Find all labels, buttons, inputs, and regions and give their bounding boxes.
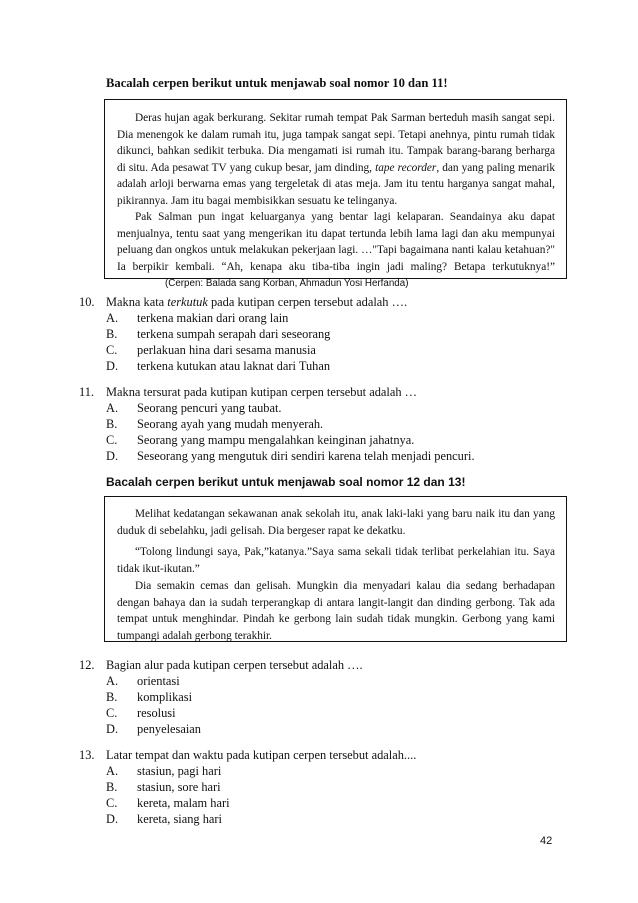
passage2-text-p3: Dia semakin cemas dan gelisah. Mungkin dia menyadari kalau dia sedang berhadapan dengan bahaya dan ia sudah terperangkap di antara langit-langit dan dinding gerbong. Tak ada tempat untuk menghindar. Pindah ke gerbong lain sudah tidak mungkin. Gerbong yang kami tumpangi adalah gerbong terakhir. bbox=[117, 580, 555, 642]
passage2-text-p2: “Tolong lindungi saya, Pak,”katanya.”Saya sama sekali tidak terlibat perkelahian itu. Saya tidak ikut-ikutan.” bbox=[117, 546, 555, 575]
q13-option-a-letter: A. bbox=[106, 764, 119, 778]
q10-text-b: pada kutipan cerpen tersebut adalah …. bbox=[207, 295, 408, 309]
q11-number: 11. bbox=[79, 385, 95, 399]
passage1-paragraph-2 bbox=[117, 209, 555, 293]
q12-option-a[interactable]: orientasi bbox=[137, 674, 180, 688]
q13-option-d[interactable]: kereta, siang hari bbox=[137, 812, 222, 826]
q12-option-b[interactable]: komplikasi bbox=[137, 690, 193, 704]
q11-option-b-letter: B. bbox=[106, 417, 118, 431]
q11-question: Makna tersurat pada kutipan kutipan cerpen tersebut adalah … bbox=[106, 385, 418, 399]
q12-number: 12. bbox=[79, 658, 95, 672]
q13-option-a[interactable]: stasiun, pagi hari bbox=[137, 764, 222, 778]
q11-option-d[interactable]: Seseorang yang mengutuk diri sendiri karena telah menjadi pencuri. bbox=[137, 449, 475, 463]
q10-question bbox=[106, 295, 407, 310]
passage1-text-a: Deras hujan agak berkurang. Sekitar rumah tempat Pak Sarman berteduh masih sangat sepi. Dia menengok ke dalam rumah itu, juga tampak sangat sepi. Tetapi anehnya, pintu rumah tidak dikunci, bahkan sedikit terbuka. Dia mengamati isi rumah itu. Tampak barang-barang berharga di situ. Ada pesawat TV yang cukup besar, jam dinding, bbox=[117, 112, 555, 174]
instruction-12-13: Bacalah cerpen berikut untuk menjawab soal nomor 12 dan 13! bbox=[106, 475, 466, 489]
q10-option-a[interactable]: terkena makian dari orang lain bbox=[137, 311, 289, 325]
instruction-10-11: Bacalah cerpen berikut untuk menjawab soal nomor 10 dan 11! bbox=[106, 76, 448, 90]
q13-option-d-letter: D. bbox=[106, 812, 119, 826]
q11-option-b[interactable]: Seorang ayah yang mudah menyerah. bbox=[137, 417, 324, 431]
passage1-paragraph-1 bbox=[117, 110, 555, 210]
page-number: 42 bbox=[540, 835, 553, 847]
q11-option-a-letter: A. bbox=[106, 401, 119, 415]
q10-option-b[interactable]: terkena sumpah serapah dari seseorang bbox=[137, 327, 331, 341]
q12-option-a-letter: A. bbox=[106, 674, 119, 688]
q10-option-c[interactable]: perlakuan hina dari sesama manusia bbox=[137, 343, 316, 357]
passage1-text-b: , dan yang paling menarik adalah arloji berwarna emas yang tergeletak di atas meja. Jam itu tentu harganya sangat mahal, pikirannya. Jam itu bagai membisikkan sesuatu ke telinganya. bbox=[117, 161, 555, 207]
q10-option-b-letter: B. bbox=[106, 327, 118, 341]
passage1-source: (Cerpen: Balada sang Korban, Ahmadun Yosi Herfanda) bbox=[165, 278, 409, 290]
q11-option-a[interactable]: Seorang pencuri yang taubat. bbox=[137, 401, 282, 415]
q13-option-b-letter: B. bbox=[106, 780, 118, 794]
q10-text-a: Makna kata bbox=[106, 295, 168, 309]
q12-option-b-letter: B. bbox=[106, 690, 118, 704]
passage1-italic-term: tape recorder bbox=[375, 161, 437, 174]
q12-question: Bagian alur pada kutipan cerpen tersebut adalah …. bbox=[106, 658, 363, 672]
q10-option-a-letter: A. bbox=[106, 311, 119, 325]
passage2-paragraph-1 bbox=[117, 506, 555, 539]
q11-option-c[interactable]: Seorang yang mampu mengalahkan keinginan jahatnya. bbox=[137, 433, 415, 447]
q10-option-d[interactable]: terkena kutukan atau laknat dari Tuhan bbox=[137, 359, 331, 373]
q12-option-d[interactable]: penyelesaian bbox=[137, 722, 201, 736]
passage-box-1 bbox=[104, 99, 567, 290]
q12-option-c[interactable]: resolusi bbox=[137, 706, 176, 720]
passage2-paragraph-2 bbox=[117, 544, 555, 577]
q13-option-b[interactable]: stasiun, sore hari bbox=[137, 780, 221, 794]
passage1-text-p2: Pak Salman pun ingat keluarganya yang bentar lagi kelaparan. Seandainya aku dapat menjualnya, tentu saat yang mengerikan itu dapat tertunda lebih lama lagi dan aku mempunyai peluang dan ongkos untuk melakukan pekerjaan lagi. …"Tapi bagaimana nanti kalau ketahuan?" Ia berpikir kembali. “Ah, kenapa aku tiba-tiba ingin jadi maling? Betapa terkutuknya!” bbox=[117, 211, 555, 273]
q13-option-c[interactable]: kereta, malam hari bbox=[137, 796, 230, 810]
q12-option-c-letter: C. bbox=[106, 706, 118, 720]
q12-option-d-letter: D. bbox=[106, 722, 119, 736]
passage-box-2 bbox=[104, 496, 567, 642]
passage2-paragraph-3 bbox=[117, 578, 555, 644]
q13-question: Latar tempat dan waktu pada kutipan cerpen tersebut adalah.... bbox=[106, 748, 417, 762]
q13-option-c-letter: C. bbox=[106, 796, 118, 810]
q10-option-c-letter: C. bbox=[106, 343, 118, 357]
q10-option-d-letter: D. bbox=[106, 359, 119, 373]
q10-number: 10. bbox=[79, 295, 95, 309]
q11-option-c-letter: C. bbox=[106, 433, 118, 447]
q13-number: 13. bbox=[79, 748, 95, 762]
q11-option-d-letter: D. bbox=[106, 449, 119, 463]
q10-italic-word: terkutuk bbox=[167, 295, 208, 309]
passage2-text-p1: Melihat kedatangan sekawanan anak sekolah itu, anak laki-laki yang baru naik itu dan yang duduk di sebelahku, jadi gelisah. Dia bergeser rapat ke dekatku. bbox=[117, 508, 555, 537]
